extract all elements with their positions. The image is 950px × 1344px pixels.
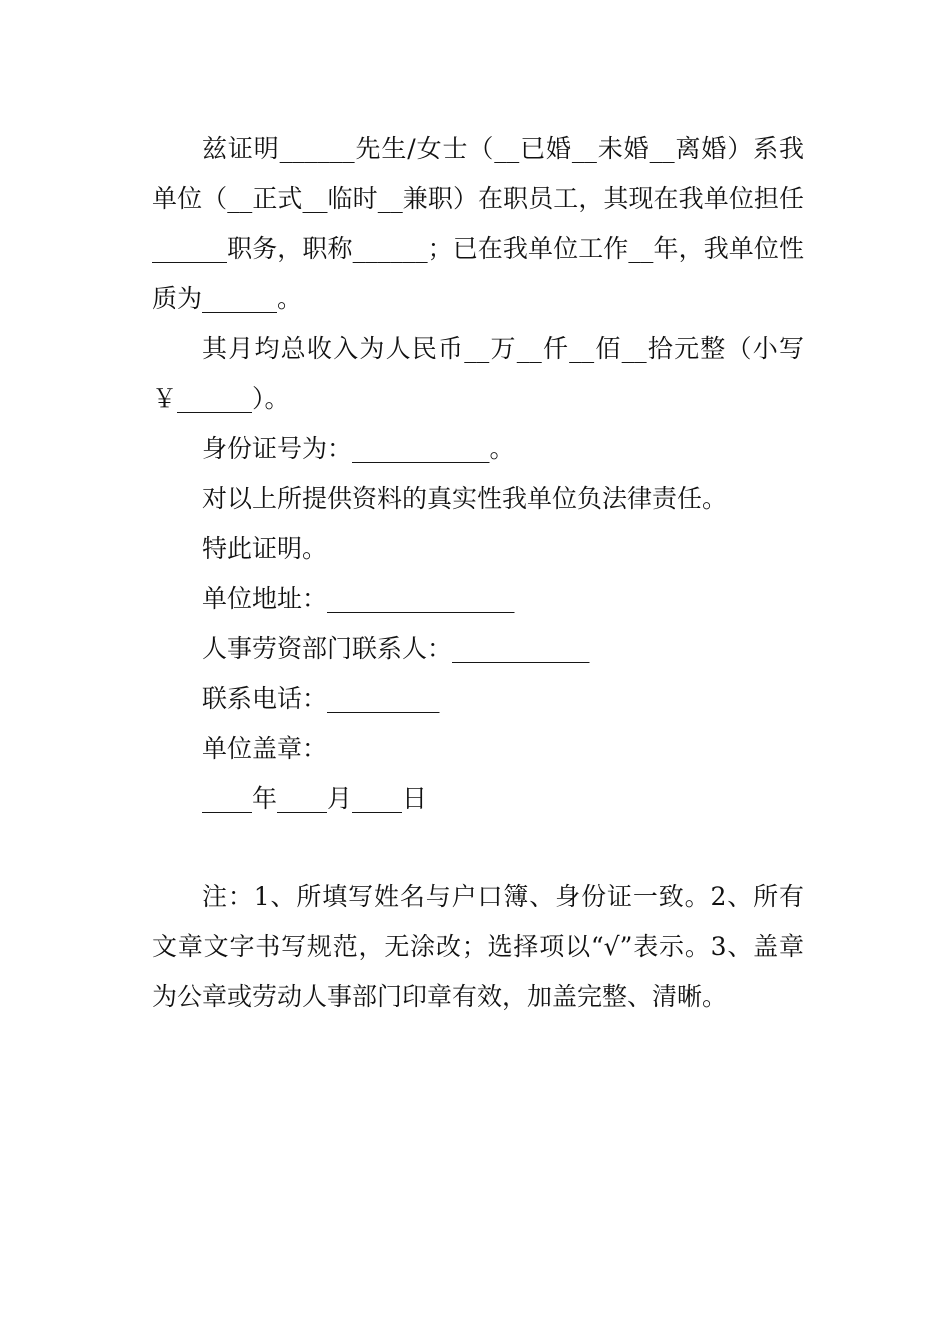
id-number-line: 身份证号为：___________。 — [202, 434, 515, 463]
notes-paragraph: 注：1、所填写姓名与户口簿、身份证一致。2、所有文章文字书写规范，无涂改；选择项以“√”表示。3、盖章为公章或劳动人事部门印章有效，加盖完整、清晰。 — [152, 882, 804, 1011]
income-paragraph: 其月均总收入为人民币__万__仟__佰__拾元整（小写￥______）。 — [152, 334, 804, 413]
unit-address-line: 单位地址：_______________ — [202, 584, 515, 613]
employment-paragraph: 兹证明______先生/女士（__已婚__未婚__离婚）系我单位（__正式__临时__兼职）在职员工，其现在我单位担任______职务，职称______；已在我单位工作__年，我单位性质为______。 — [152, 134, 804, 313]
date-line: ____年____月____日 — [202, 784, 428, 813]
hereby-certify-line: 特此证明。 — [202, 534, 328, 563]
contact-phone-line: 联系电话：_________ — [202, 684, 440, 713]
liability-statement: 对以上所提供资料的真实性我单位负法律责任。 — [202, 484, 728, 513]
unit-seal-line: 单位盖章： — [202, 734, 328, 763]
hr-contact-line: 人事劳资部门联系人：___________ — [202, 634, 590, 663]
